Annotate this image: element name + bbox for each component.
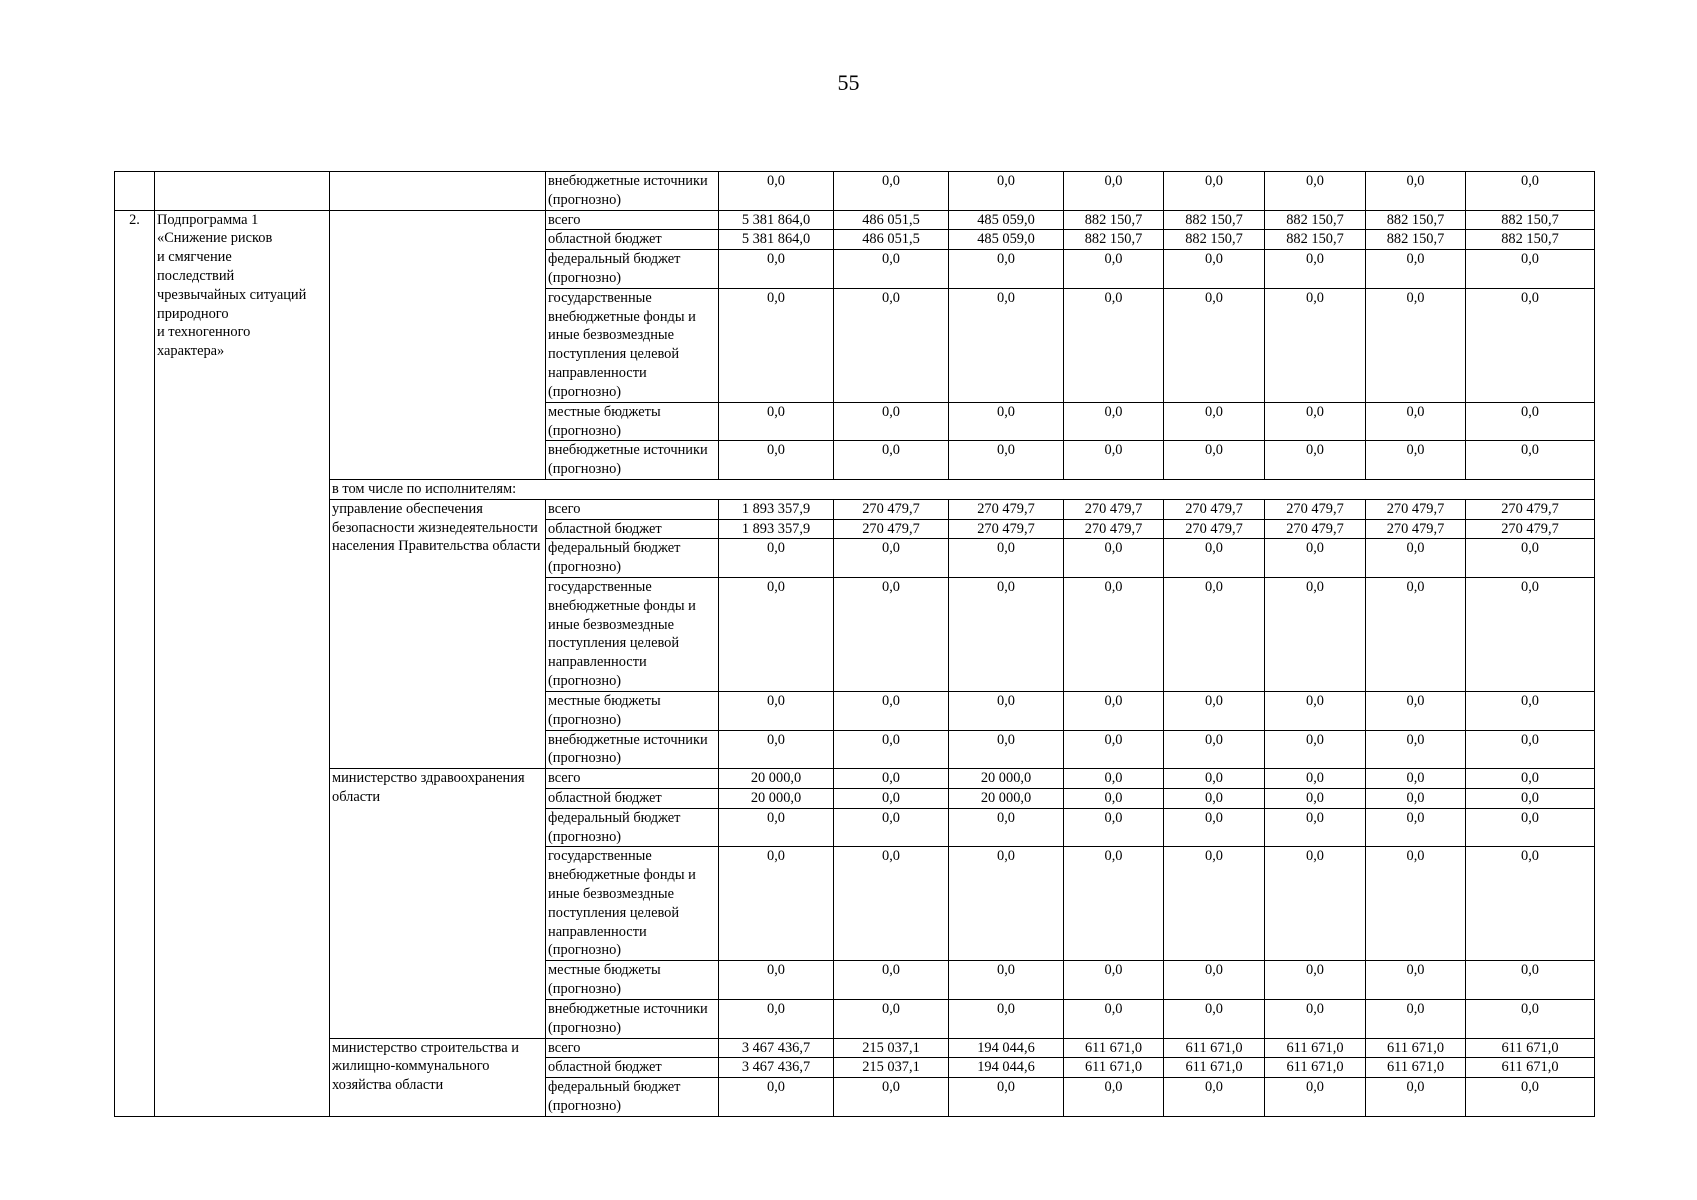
value-cell: 0,0 [1466, 288, 1595, 402]
executor-name-cell: министерство здравоохранения области [330, 769, 546, 1038]
value-cell: 215 037,1 [834, 1038, 949, 1058]
value-cell: 0,0 [1366, 961, 1466, 1000]
value-cell: 0,0 [949, 730, 1064, 769]
value-cell: 0,0 [1265, 288, 1366, 402]
value-cell: 20 000,0 [949, 769, 1064, 789]
value-cell: 0,0 [1064, 961, 1164, 1000]
value-cell: 0,0 [1164, 441, 1265, 480]
funding-source-cell: внебюджетные источники (прогнозно) [546, 999, 719, 1038]
value-cell: 270 479,7 [949, 499, 1064, 519]
value-cell: 0,0 [1265, 172, 1366, 211]
value-cell: 3 467 436,7 [719, 1038, 834, 1058]
value-cell: 270 479,7 [949, 519, 1064, 539]
value-cell: 0,0 [1366, 691, 1466, 730]
value-cell: 20 000,0 [949, 788, 1064, 808]
value-cell: 0,0 [1064, 999, 1164, 1038]
value-cell: 194 044,6 [949, 1058, 1064, 1078]
funding-source-cell: всего [546, 769, 719, 789]
executor-cell [330, 172, 546, 211]
value-cell: 0,0 [1164, 788, 1265, 808]
value-cell: 0,0 [1265, 808, 1366, 847]
executors-label-cell: в том числе по исполнителям: [330, 479, 1595, 499]
value-cell: 270 479,7 [1265, 519, 1366, 539]
value-cell: 485 059,0 [949, 230, 1064, 250]
value-cell: 0,0 [1064, 577, 1164, 691]
value-cell: 0,0 [1064, 441, 1164, 480]
value-cell: 0,0 [834, 999, 949, 1038]
value-cell: 485 059,0 [949, 210, 1064, 230]
value-cell: 0,0 [949, 1078, 1064, 1117]
value-cell: 20 000,0 [719, 769, 834, 789]
value-cell: 0,0 [1164, 961, 1265, 1000]
funding-source-cell: местные бюджеты (прогнозно) [546, 691, 719, 730]
value-cell: 0,0 [1366, 847, 1466, 961]
value-cell: 0,0 [834, 441, 949, 480]
value-cell: 0,0 [1265, 539, 1366, 578]
funding-source-cell: внебюджетные источники (прогнозно) [546, 730, 719, 769]
value-cell: 194 044,6 [949, 1038, 1064, 1058]
value-cell: 0,0 [1265, 1078, 1366, 1117]
value-cell: 611 671,0 [1064, 1058, 1164, 1078]
value-cell: 0,0 [949, 539, 1064, 578]
value-cell: 0,0 [719, 441, 834, 480]
value-cell: 0,0 [1466, 441, 1595, 480]
funding-table [114, 171, 1595, 1117]
value-cell: 0,0 [719, 288, 834, 402]
funding-source-cell: местные бюджеты (прогнозно) [546, 402, 719, 441]
value-cell: 270 479,7 [834, 519, 949, 539]
value-cell: 611 671,0 [1064, 1038, 1164, 1058]
value-cell: 0,0 [1366, 730, 1466, 769]
value-cell: 0,0 [1466, 577, 1595, 691]
table-row [115, 479, 1595, 499]
program-name-cell [155, 172, 330, 211]
value-cell: 0,0 [949, 441, 1064, 480]
value-cell: 0,0 [1466, 961, 1595, 1000]
value-cell: 611 671,0 [1164, 1058, 1265, 1078]
value-cell: 882 150,7 [1164, 230, 1265, 250]
value-cell: 0,0 [834, 539, 949, 578]
funding-source-cell: всего [546, 1038, 719, 1058]
value-cell: 0,0 [1164, 539, 1265, 578]
value-cell: 0,0 [834, 402, 949, 441]
value-cell: 270 479,7 [1064, 519, 1164, 539]
value-cell: 0,0 [1466, 539, 1595, 578]
executor-name-cell: управление обеспечения безопасности жизнедеятельности населения Правительства области [330, 499, 546, 768]
value-cell: 882 150,7 [1366, 210, 1466, 230]
value-cell: 486 051,5 [834, 210, 949, 230]
value-cell: 0,0 [1164, 402, 1265, 441]
value-cell: 0,0 [1366, 577, 1466, 691]
row-number-cell: 2. [115, 210, 155, 1116]
executor-name-cell: министерство строительства и жилищно-коммунального хозяйства области [330, 1038, 546, 1116]
value-cell: 20 000,0 [719, 788, 834, 808]
funding-source-cell: областной бюджет [546, 1058, 719, 1078]
value-cell: 0,0 [834, 788, 949, 808]
value-cell: 0,0 [1064, 691, 1164, 730]
value-cell: 270 479,7 [1265, 499, 1366, 519]
value-cell: 882 150,7 [1164, 210, 1265, 230]
page-number: 55 [837, 70, 860, 95]
value-cell: 0,0 [719, 961, 834, 1000]
funding-source-cell: федеральный бюджет (прогнозно) [546, 539, 719, 578]
value-cell: 0,0 [1466, 250, 1595, 289]
value-cell: 0,0 [1164, 691, 1265, 730]
value-cell: 882 150,7 [1366, 230, 1466, 250]
value-cell: 0,0 [834, 691, 949, 730]
value-cell: 0,0 [1366, 769, 1466, 789]
value-cell: 0,0 [949, 847, 1064, 961]
value-cell: 0,0 [1164, 288, 1265, 402]
value-cell: 270 479,7 [1064, 499, 1164, 519]
value-cell: 3 467 436,7 [719, 1058, 834, 1078]
value-cell: 0,0 [1366, 788, 1466, 808]
executor-cell [330, 210, 546, 479]
value-cell: 0,0 [1164, 172, 1265, 211]
row-number-cell [115, 172, 155, 211]
value-cell: 0,0 [834, 730, 949, 769]
value-cell: 0,0 [1064, 769, 1164, 789]
value-cell: 0,0 [1466, 402, 1595, 441]
value-cell: 0,0 [949, 961, 1064, 1000]
value-cell: 0,0 [1265, 961, 1366, 1000]
value-cell: 0,0 [949, 808, 1064, 847]
value-cell: 270 479,7 [1466, 499, 1595, 519]
value-cell: 0,0 [1466, 730, 1595, 769]
value-cell: 0,0 [834, 577, 949, 691]
value-cell: 0,0 [1466, 691, 1595, 730]
value-cell: 0,0 [949, 172, 1064, 211]
value-cell: 270 479,7 [1466, 519, 1595, 539]
value-cell: 1 893 357,9 [719, 499, 834, 519]
value-cell: 0,0 [1064, 1078, 1164, 1117]
value-cell: 0,0 [1064, 288, 1164, 402]
value-cell: 0,0 [1064, 539, 1164, 578]
value-cell: 0,0 [949, 999, 1064, 1038]
value-cell: 0,0 [1366, 999, 1466, 1038]
funding-source-cell: областной бюджет [546, 230, 719, 250]
value-cell: 486 051,5 [834, 230, 949, 250]
value-cell: 0,0 [1366, 250, 1466, 289]
value-cell: 0,0 [1164, 1078, 1265, 1117]
funding-table-body [115, 172, 1595, 1117]
value-cell: 270 479,7 [1164, 499, 1265, 519]
value-cell: 0,0 [1164, 999, 1265, 1038]
funding-source-cell: федеральный бюджет (прогнозно) [546, 250, 719, 289]
value-cell: 0,0 [834, 288, 949, 402]
value-cell: 0,0 [1265, 250, 1366, 289]
value-cell: 0,0 [1164, 847, 1265, 961]
funding-source-cell: внебюджетные источники (прогнозно) [546, 441, 719, 480]
value-cell: 0,0 [1265, 730, 1366, 769]
value-cell: 0,0 [1064, 788, 1164, 808]
value-cell: 882 150,7 [1064, 210, 1164, 230]
value-cell: 0,0 [1366, 441, 1466, 480]
value-cell: 611 671,0 [1366, 1038, 1466, 1058]
value-cell: 0,0 [949, 250, 1064, 289]
value-cell: 0,0 [719, 730, 834, 769]
value-cell: 0,0 [1164, 577, 1265, 691]
funding-source-cell: федеральный бюджет (прогнозно) [546, 1078, 719, 1117]
funding-source-cell: внебюджетные источники (прогнозно) [546, 172, 719, 211]
program-name-cell: Подпрограмма 1 «Снижение рисков и смягчение последствий чрезвычайных ситуаций природного и техногенного характера» [155, 210, 330, 1116]
funding-source-cell: всего [546, 210, 719, 230]
value-cell: 0,0 [1366, 1078, 1466, 1117]
value-cell: 0,0 [834, 847, 949, 961]
value-cell: 0,0 [1466, 847, 1595, 961]
value-cell: 0,0 [719, 847, 834, 961]
value-cell: 0,0 [1265, 999, 1366, 1038]
value-cell: 0,0 [1164, 250, 1265, 289]
value-cell: 0,0 [719, 577, 834, 691]
value-cell: 0,0 [1466, 172, 1595, 211]
value-cell: 270 479,7 [834, 499, 949, 519]
value-cell: 0,0 [949, 288, 1064, 402]
value-cell: 0,0 [1064, 730, 1164, 769]
value-cell: 0,0 [719, 402, 834, 441]
value-cell: 0,0 [1064, 250, 1164, 289]
funding-source-cell: областной бюджет [546, 519, 719, 539]
value-cell: 0,0 [1064, 172, 1164, 211]
value-cell: 0,0 [1265, 847, 1366, 961]
value-cell: 882 150,7 [1265, 230, 1366, 250]
value-cell: 0,0 [1366, 172, 1466, 211]
value-cell: 882 150,7 [1265, 210, 1366, 230]
value-cell: 0,0 [1164, 769, 1265, 789]
value-cell: 0,0 [834, 250, 949, 289]
value-cell: 611 671,0 [1164, 1038, 1265, 1058]
table-row [115, 499, 1595, 519]
value-cell: 0,0 [834, 769, 949, 789]
value-cell: 0,0 [1466, 1078, 1595, 1117]
funding-source-cell: государственные внебюджетные фонды и иные безвозмездные поступления целевой направленности (прогнозно) [546, 577, 719, 691]
value-cell: 0,0 [1265, 402, 1366, 441]
value-cell: 0,0 [949, 577, 1064, 691]
value-cell: 611 671,0 [1366, 1058, 1466, 1078]
value-cell: 1 893 357,9 [719, 519, 834, 539]
value-cell: 0,0 [1466, 808, 1595, 847]
value-cell: 0,0 [834, 961, 949, 1000]
value-cell: 611 671,0 [1265, 1038, 1366, 1058]
value-cell: 5 381 864,0 [719, 210, 834, 230]
value-cell: 0,0 [1265, 441, 1366, 480]
value-cell: 0,0 [1265, 769, 1366, 789]
value-cell: 0,0 [834, 808, 949, 847]
value-cell: 0,0 [1466, 769, 1595, 789]
value-cell: 0,0 [719, 808, 834, 847]
value-cell: 882 150,7 [1466, 210, 1595, 230]
value-cell: 0,0 [1064, 808, 1164, 847]
value-cell: 0,0 [719, 172, 834, 211]
funding-source-cell: государственные внебюджетные фонды и иные безвозмездные поступления целевой направленности (прогнозно) [546, 288, 719, 402]
value-cell: 0,0 [1366, 402, 1466, 441]
value-cell: 611 671,0 [1466, 1038, 1595, 1058]
table-row [115, 1038, 1595, 1058]
value-cell: 0,0 [834, 172, 949, 211]
table-row [115, 769, 1595, 789]
value-cell: 0,0 [719, 999, 834, 1038]
value-cell: 0,0 [1366, 539, 1466, 578]
value-cell: 0,0 [1466, 999, 1595, 1038]
value-cell: 0,0 [834, 1078, 949, 1117]
value-cell: 215 037,1 [834, 1058, 949, 1078]
value-cell: 0,0 [1265, 788, 1366, 808]
value-cell: 0,0 [719, 691, 834, 730]
value-cell: 5 381 864,0 [719, 230, 834, 250]
value-cell: 882 150,7 [1064, 230, 1164, 250]
value-cell: 0,0 [1064, 402, 1164, 441]
funding-source-cell: всего [546, 499, 719, 519]
value-cell: 0,0 [1366, 808, 1466, 847]
funding-source-cell: государственные внебюджетные фонды и иные безвозмездные поступления целевой направленности (прогнозно) [546, 847, 719, 961]
value-cell: 0,0 [1164, 730, 1265, 769]
value-cell: 0,0 [1265, 577, 1366, 691]
value-cell: 0,0 [1466, 788, 1595, 808]
value-cell: 882 150,7 [1466, 230, 1595, 250]
value-cell: 0,0 [949, 691, 1064, 730]
value-cell: 0,0 [1164, 808, 1265, 847]
value-cell: 0,0 [719, 250, 834, 289]
value-cell: 270 479,7 [1366, 499, 1466, 519]
value-cell: 611 671,0 [1466, 1058, 1595, 1078]
value-cell: 0,0 [1064, 847, 1164, 961]
value-cell: 270 479,7 [1164, 519, 1265, 539]
value-cell: 270 479,7 [1366, 519, 1466, 539]
value-cell: 611 671,0 [1265, 1058, 1366, 1078]
table-row [115, 172, 1595, 211]
funding-source-cell: местные бюджеты (прогнозно) [546, 961, 719, 1000]
value-cell: 0,0 [719, 539, 834, 578]
table-row [115, 210, 1595, 230]
value-cell: 0,0 [719, 1078, 834, 1117]
value-cell: 0,0 [1265, 691, 1366, 730]
value-cell: 0,0 [949, 402, 1064, 441]
value-cell: 0,0 [1366, 288, 1466, 402]
funding-source-cell: федеральный бюджет (прогнозно) [546, 808, 719, 847]
funding-source-cell: областной бюджет [546, 788, 719, 808]
